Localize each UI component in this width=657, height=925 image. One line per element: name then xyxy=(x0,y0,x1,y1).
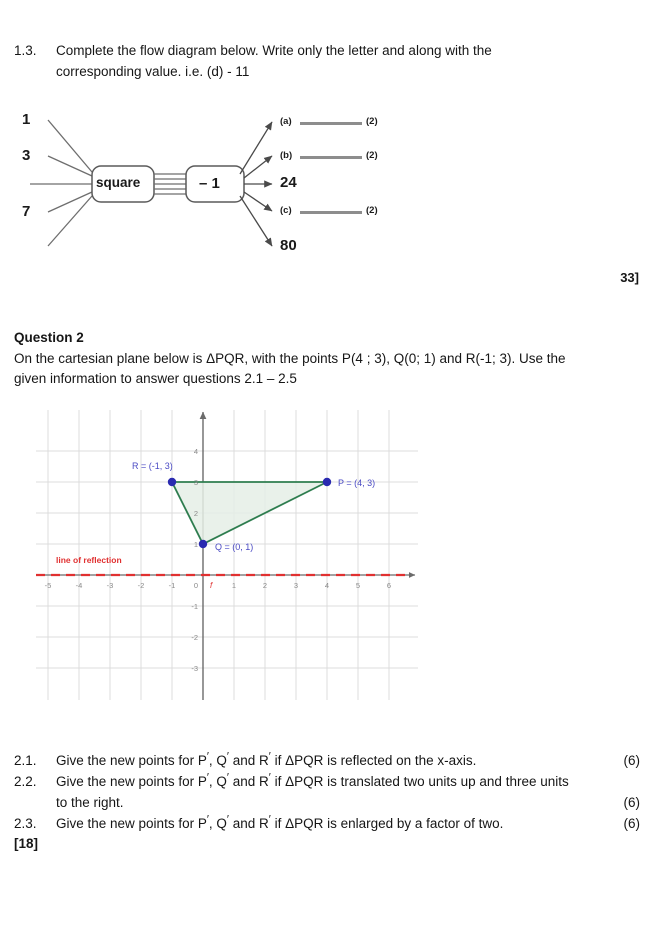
sub-question-2-2 xyxy=(14,771,644,792)
sub-questions-list xyxy=(14,750,644,851)
point-p[interactable] xyxy=(323,478,331,486)
x-tick-0: 0 xyxy=(193,581,199,590)
question-1-3-number: 1.3. xyxy=(14,43,37,58)
prime-p-2: ′ xyxy=(206,771,209,784)
question-2-intro xyxy=(14,330,639,389)
prime-p-1: ′ xyxy=(206,750,209,763)
flow-output-value-80: 80 xyxy=(280,237,297,254)
x-tick--1: -1 xyxy=(168,581,176,590)
sub-question-2-2-continuation: to the right. xyxy=(56,795,124,810)
x-tick--5: -5 xyxy=(44,581,52,590)
flow-output-letter-a: (a) xyxy=(280,116,292,127)
x-tick-4: 4 xyxy=(324,581,330,590)
x-tick-2: 2 xyxy=(262,581,268,590)
flow-answer-line-b[interactable] xyxy=(300,156,362,159)
flow-diagram xyxy=(0,104,440,264)
sub-question-2-2-text: Give the new points for P′, Q′ and R′ if ΔPQR is translated two units up and three units xyxy=(56,771,569,789)
sub-question-2-2-marks: (6) xyxy=(623,795,640,810)
y-tick--3: -3 xyxy=(191,664,198,673)
sub-question-2-1-text-before: Give the new points for P xyxy=(56,753,207,768)
line-of-reflection-label: line of reflection xyxy=(56,555,122,565)
section-total-question-1: 33] xyxy=(620,270,639,285)
flow-input-0: 1 xyxy=(22,111,31,128)
sub-question-2-2-number: 2.2. xyxy=(14,774,37,789)
prime-q-2: ′ xyxy=(226,771,229,784)
x-tick--4: -4 xyxy=(75,581,83,590)
question-2-title: Question 2 xyxy=(14,330,84,345)
sub-question-2-3-text-after: if ΔPQR is enlarged by a factor of two. xyxy=(270,816,504,831)
sub-question-2-1-text-after: if ΔPQR is reflected on the x-axis. xyxy=(270,753,477,768)
prime-r-1: ′ xyxy=(268,750,271,763)
prime-p-3: ′ xyxy=(206,813,209,826)
sub-question-2-2-text-before: Give the new points for P xyxy=(56,774,207,789)
sub-question-2-1-text: Give the new points for P′, Q′ and R′ if ΔPQR is reflected on the x-axis. xyxy=(56,750,477,768)
prime-r-2: ′ xyxy=(268,771,271,784)
point-r[interactable] xyxy=(168,478,176,486)
flow-output-letter-c: (c) xyxy=(280,205,292,216)
question-1-3-first-line xyxy=(14,40,614,61)
flow-output-marks-c: (2) xyxy=(366,205,378,216)
flow-output-letter-b: (b) xyxy=(280,150,293,161)
x-tick--2: -2 xyxy=(137,581,145,590)
y-tick-1: 1 xyxy=(193,540,198,549)
sub-question-2-2-continuation-row xyxy=(56,792,644,813)
y-axis-tick-labels xyxy=(191,447,198,673)
flow-output-value-24: 24 xyxy=(280,174,297,191)
sub-question-2-1 xyxy=(14,750,644,771)
point-label-r: R = (-1, 3) xyxy=(132,461,173,471)
y-tick-4: 4 xyxy=(193,447,198,456)
flow-diagram-labels xyxy=(0,104,440,264)
function-label-f: f xyxy=(210,581,213,590)
flow-answer-line-a[interactable] xyxy=(300,122,362,125)
sub-question-2-3-number: 2.3. xyxy=(14,816,37,831)
section-total-question-2: [18] xyxy=(14,836,39,851)
question-2-line1: On the cartesian plane below is ΔPQR, with the points P(4 ; 3), Q(0; 1) and R(-1; 3). Use the xyxy=(14,351,566,366)
sub-question-2-3-marks: (6) xyxy=(623,816,640,831)
point-q[interactable] xyxy=(199,540,207,548)
cartesian-plane xyxy=(34,404,420,704)
x-tick-3: 3 xyxy=(293,581,299,590)
x-tick-1: 1 xyxy=(231,581,237,590)
flow-operation-square-label: square xyxy=(96,175,141,190)
point-label-q: Q = (0, 1) xyxy=(215,542,254,552)
x-tick-6: 6 xyxy=(386,581,392,590)
x-tick-5: 5 xyxy=(355,581,361,590)
question-2-line2: given information to answer questions 2.1 – 2.5 xyxy=(14,371,297,386)
question-1-3-text-line1: Complete the flow diagram below. Write only the letter and along with the xyxy=(56,43,492,58)
sub-question-2-3-text: Give the new points for P′, Q′ and R′ if ΔPQR is enlarged by a factor of two. xyxy=(56,813,504,831)
sub-question-2-3-text-before: Give the new points for P xyxy=(56,816,207,831)
flow-input-1: 3 xyxy=(22,147,31,164)
flow-operation-minus-one-label: – 1 xyxy=(199,175,220,192)
cartesian-plane-graphic xyxy=(34,404,420,704)
sub-question-2-1-number: 2.1. xyxy=(14,753,37,768)
prime-r-3: ′ xyxy=(268,813,271,826)
y-tick-2: 2 xyxy=(193,509,198,518)
prime-q-3: ′ xyxy=(226,813,229,826)
sub-question-2-2-text-after: if ΔPQR is translated two units up and three units xyxy=(270,774,569,789)
flow-input-3: 7 xyxy=(22,203,31,220)
flow-output-marks-b: (2) xyxy=(366,150,378,161)
flow-answer-line-c[interactable] xyxy=(300,211,362,214)
point-label-p: P = (4, 3) xyxy=(338,478,376,488)
question-1-3-text-line2: corresponding value. i.e. (d) - 11 xyxy=(56,64,250,79)
sub-question-2-1-marks: (6) xyxy=(623,753,640,768)
flow-output-marks-a: (2) xyxy=(366,116,378,127)
y-tick--2: -2 xyxy=(191,633,198,642)
y-tick--1: -1 xyxy=(191,602,198,611)
question-1-3 xyxy=(14,40,614,82)
x-axis-tick-labels xyxy=(45,581,391,590)
prime-q-1: ′ xyxy=(226,750,229,763)
sub-question-2-3 xyxy=(14,813,644,834)
y-tick-3: 3 xyxy=(193,478,198,487)
x-tick--3: -3 xyxy=(106,581,114,590)
